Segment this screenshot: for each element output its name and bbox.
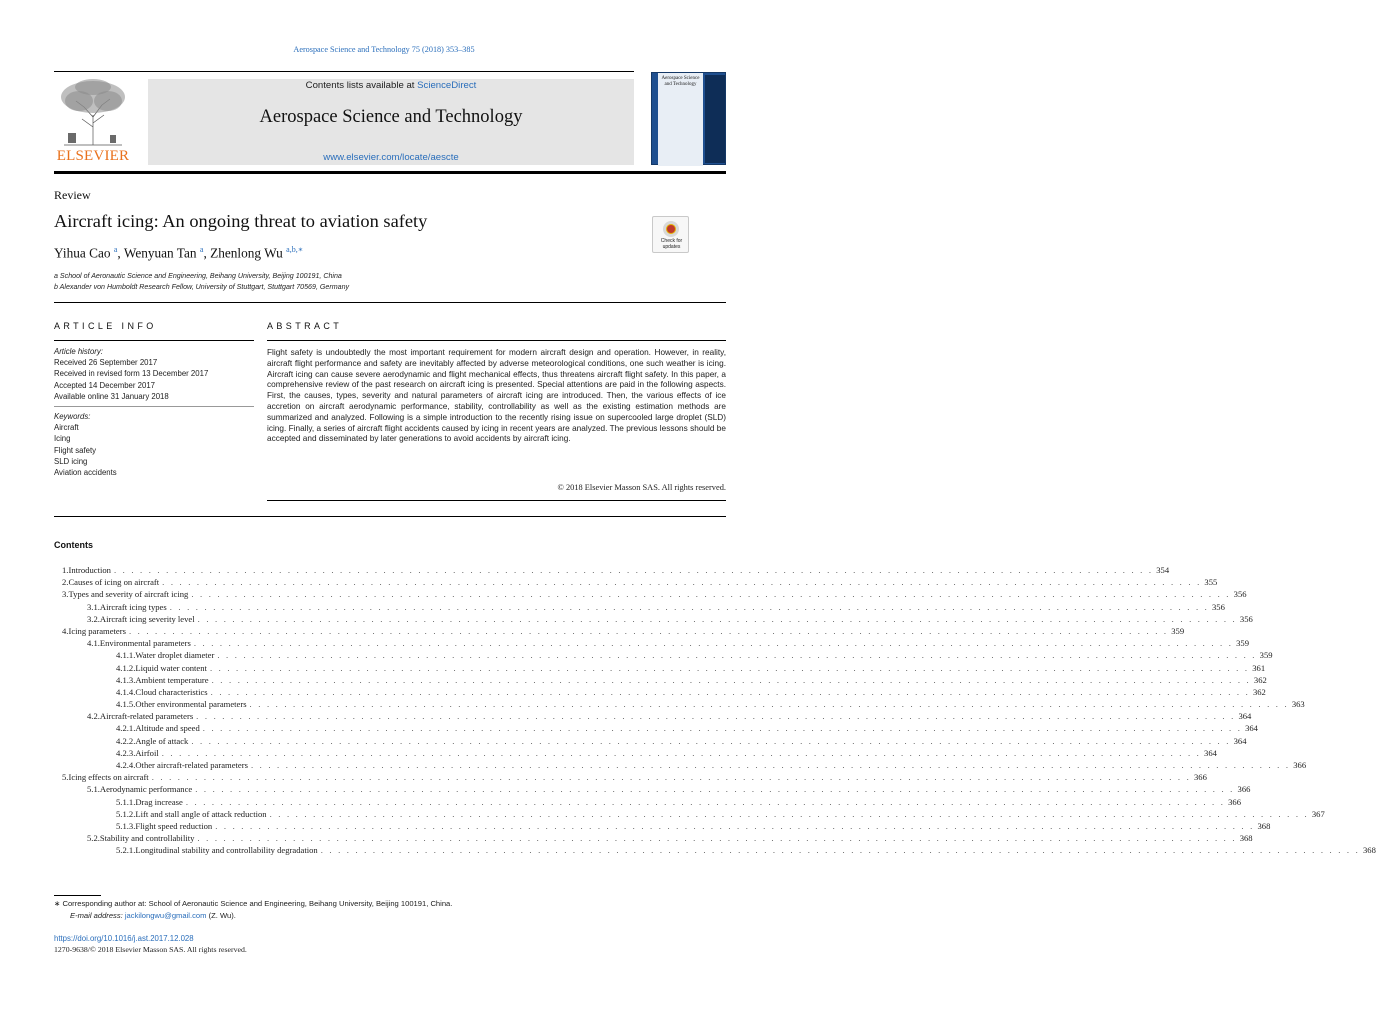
journal-url-link[interactable]: www.elsevier.com/locate/aescte (323, 152, 459, 163)
toc-entry-number: 4. (62, 625, 69, 636)
toc-leader-dots: . . . . . . . . . . . . . . . . . . . . . . . . . . . . . . . . . . . . . . . . . . . . . . . . . . . . . . . . . . . . . . . . . . . . . . . . . . . . . . . . . . . . . . . . . . . . . . . . . . . . . . . . . . . . . . . . . . . . . . . . (151, 772, 1191, 783)
toc-entry-title[interactable]: Other environmental parameters (135, 699, 247, 710)
toc-entry-number: 4.2.2. (116, 735, 136, 746)
elsevier-logo[interactable] (54, 77, 132, 165)
crossmark-label: Check for updates (660, 238, 683, 250)
toc-entry-title[interactable]: Drag increase (135, 796, 183, 807)
toc-leader-dots: . . . . . . . . . . . . . . . . . . . . . . . . . . . . . . . . . . . . . . . . . . . . . . . . . . . . . . . . . . . . . . . . . . . . . . . . . . . . . . . . . . . . . . . . . . . . . . . . . . . . . . . . . . . . . . . . . . . . . . . . (217, 650, 1257, 661)
abstract-copyright: © 2018 Elsevier Masson SAS. All rights reserved. (557, 483, 726, 492)
crossmark-icon (663, 221, 679, 237)
affiliation-a: a School of Aeronautic Science and Engineering, Beihang University, Beijing 100191, China (54, 272, 342, 280)
toc-leader-dots: . . . . . . . . . . . . . . . . . . . . . . . . . . . . . . . . . . . . . . . . . . . . . . . . . . . . . . . . . . . . . . . . . . . . . . . . . . . . . . . . . . . . . . . . . . . . . . . . . . . . . . . . . . . . . . . . . . . . . . . . (202, 723, 1243, 734)
toc-entry-title[interactable]: Causes of icing on aircraft (68, 577, 160, 588)
footnote-rule (54, 895, 101, 896)
toc-entry-page[interactable]: 362 (1252, 686, 1266, 697)
toc-leader-dots: . . . . . . . . . . . . . . . . . . . . . . . . . . . . . . . . . . . . . . . . . . . . . . . . . . . . . . . . . . . . . . . . . . . . . . . . . . . . . . . . . . . . . . . . . . . . . . . . . . . . . . . . . . . . . . . . . . . . . . . . (195, 784, 1235, 795)
toc-entry-page[interactable]: 359 (1236, 638, 1249, 649)
toc-entry-number: 4.1.1. (116, 650, 136, 661)
toc-entry[interactable] (62, 747, 1217, 759)
toc-entry-title[interactable]: Water droplet diameter (135, 650, 215, 661)
toc-entry-number: 5.1. (87, 784, 100, 795)
toc-entry-number: 3.2. (87, 613, 100, 624)
section-rule (54, 302, 726, 303)
crossmark-ring (666, 224, 676, 234)
toc-entry-number: 1. (62, 565, 69, 575)
toc-entry-number: 3. (62, 589, 69, 600)
toc-entry-number: 4.2.4. (116, 760, 136, 770)
toc-entry-page[interactable]: 354 (1156, 565, 1170, 575)
toc-entry-title[interactable]: Flight speed reduction (135, 820, 213, 831)
toc-entry-number: 4.1.3. (116, 674, 136, 685)
header-thick-rule (54, 171, 726, 174)
toc-entry-number: 4.1.5. (116, 699, 136, 710)
toc-entry-page[interactable]: 367 (1311, 808, 1325, 819)
toc-entry-title[interactable]: Aircraft-related parameters (99, 711, 194, 722)
toc-entry-page[interactable]: 368 (1239, 833, 1253, 844)
history-item: Available online 31 January 2018 (54, 391, 169, 401)
abstract-rule (267, 340, 726, 341)
toc-entry[interactable] (62, 759, 1307, 771)
author-name[interactable]: Wenyuan Tan (123, 245, 197, 261)
toc-entry-title[interactable]: Angle of attack (135, 735, 189, 746)
toc-entry[interactable] (62, 662, 1266, 674)
toc-entry-page[interactable]: 368 (1362, 845, 1376, 856)
toc-leader-dots: . . . . . . . . . . . . . . . . . . . . . . . . . . . . . . . . . . . . . . . . . . . . . . . . . . . . . . . . . . . . . . . . . . . . . . . . . . . . . . . . . . . . . . . . . . . . . . . . . . . . . . . . . . . . . . . . . . . . . . . . (197, 613, 1237, 624)
toc-leader-dots: . . . . . . . . . . . . . . . . . . . . . . . . . . . . . . . . . . . . . . . . . . . . . . . . . . . . . . . . . . . . . . . . . . . . . . . . . . . . . . . . . . . . . . . . . . . . . . . . . . . . . . . . . . . . . . . . . . . . . . . . (209, 662, 1250, 673)
toc-leader-dots: . . . . . . . . . . . . . . . . . . . . . . . . . . . . . . . . . . . . . . . . . . . . . . . . . . . . . . . . . . . . . . . . . . . . . . . . . . . . . . . . . . . . . . . . . . . . . . . . . . . . . . . . . . . . . . . . . . . . . . . . (269, 808, 1309, 819)
author-name[interactable]: Yihua Cao (54, 245, 111, 261)
masthead (148, 79, 634, 165)
toc-entry-page[interactable]: 359 (1259, 650, 1273, 661)
corresponding-author-note: ∗ Corresponding author at: School of Aeronautic Science and Engineering, Beihang University, Beijing 100191, China. (54, 899, 453, 908)
toc-entry-title[interactable]: Other aircraft-related parameters (135, 760, 248, 770)
email-label: E-mail address: (70, 911, 125, 920)
toc-entry[interactable] (62, 722, 1258, 734)
toc-entry-title[interactable]: Liquid water content (135, 662, 207, 673)
toc-entry-title[interactable]: Lift and stall angle of attack reduction (135, 808, 267, 819)
toc-entry-title[interactable]: Aerodynamic performance (99, 784, 193, 795)
contents-prefix: Contents lists available at (305, 80, 418, 91)
toc-entry-number: 4.2.3. (116, 747, 136, 758)
toc-entry-number: 5.1.2. (116, 808, 136, 819)
toc-entry[interactable] (62, 637, 1249, 649)
section-rule (54, 516, 726, 517)
history-item: Received in revised form 13 December 2017 (54, 369, 209, 379)
article-title: Aircraft icing: An ongoing threat to aviation safety (54, 211, 428, 231)
toc-entry-number: 5. (62, 772, 69, 783)
toc-entry-number: 5.1.1. (116, 796, 136, 807)
toc-entry[interactable] (62, 844, 1376, 856)
toc-leader-dots: . . . . . . . . . . . . . . . . . . . . . . . . . . . . . . . . . . . . . . . . . . . . . . . . . . . . . . . . . . . . . . . . . . . . . . . . . . . . . . . . . . . . . . . . . . . . . . . . . . . . . . . . . . . . . . . . . . . . . . . . (169, 601, 1209, 612)
article-history (54, 346, 254, 402)
table-of-contents (62, 564, 1376, 857)
toc-entry-page[interactable]: 364 (1204, 747, 1217, 758)
toc-leader-dots: . . . . . . . . . . . . . . . . . . . . . . . . . . . . . . . . . . . . . . . . . . . . . . . . . . . . . . . . . . . . . . . . . . . . . . . . . . . . . . . . . . . . . . . . . . . . . . . . . . . . . . . . . . . . . . . . . . . . . . . . (193, 638, 1234, 649)
toc-entry-page[interactable]: 364 (1238, 711, 1252, 722)
toc-entry[interactable] (62, 832, 1253, 844)
toc-entry[interactable] (62, 710, 1252, 722)
toc-entry-page[interactable]: 368 (1257, 820, 1271, 831)
toc-leader-dots: . . . . . . . . . . . . . . . . . . . . . . . . . . . . . . . . . . . . . . . . . . . . . . . . . . . . . . . . . . . . . . . . . . . . . . . . . . . . . . . . . . . . . . . . . . . . . . . . . . . . . . . . . . . . . . . . . . . . . . . . (191, 735, 1231, 746)
contents-availability (148, 80, 634, 91)
toc-entry[interactable] (62, 564, 1170, 576)
toc-entry-title[interactable]: Aircraft icing severity level (99, 613, 195, 624)
author-list: Yihua Cao $^a$, Wenyuan Tan $^a$, Zhenlong Wu $^{a,b,∗}$ (54, 245, 304, 261)
toc-entry[interactable] (62, 613, 1253, 625)
doi-link[interactable]: https://doi.org/10.1016/j.ast.2017.12.028 (54, 934, 194, 943)
toc-entry-page[interactable]: 366 (1228, 796, 1241, 807)
keyword: Flight safety (54, 445, 97, 455)
article-info-heading: ARTICLE INFO (54, 321, 157, 331)
journal-title: Aerospace Science and Technology (259, 107, 523, 127)
toc-leader-dots: . . . . . . . . . . . . . . . . . . . . . . . . . . . . . . . . . . . . . . . . . . . . . . . . . . . . . . . . . . . . . . . . . . . . . . . . . . . . . . . . . . . . . . . . . . . . . . . . . . . . . . . . . . . . . . . . . . . . . . . . (249, 699, 1289, 710)
toc-entry-page[interactable]: 363 (1291, 699, 1305, 710)
toc-entry-title[interactable]: Icing parameters (68, 625, 126, 636)
keyword: Icing (54, 434, 71, 444)
toc-leader-dots: . . . . . . . . . . . . . . . . . . . . . . . . . . . . . . . . . . . . . . . . . . . . . . . . . . . . . . . . . . . . . . . . . . . . . . . . . . . . . . . . . . . . . . . . . . . . . . . . . . . . . . . . . . . . . . . . . . . . . . . . (185, 796, 1226, 807)
sciencedirect-link[interactable]: ScienceDirect (417, 80, 477, 91)
toc-entry-title[interactable]: Environmental parameters (99, 638, 191, 649)
abstract-heading: ABSTRACT (267, 321, 343, 331)
toc-leader-dots: . . . . . . . . . . . . . . . . . . . . . . . . . . . . . . . . . . . . . . . . . . . . . . . . . . . . . . . . . . . . . . . . . . . . . . . . . . . . . . . . . . . . . . . . . . . . . . . . . . . . . . . . . . . . . . . . . . . . . . . . (196, 711, 1236, 722)
keyword: Aviation accidents (54, 468, 117, 478)
toc-leader-dots: . . . . . . . . . . . . . . . . . . . . . . . . . . . . . . . . . . . . . . . . . . . . . . . . . . . . . . . . . . . . . . . . . . . . . . . . . . . . . . . . . . . . . . . . . . . . . . . . . . . . . . . . . . . . . . . . . . . . . . . . (211, 674, 1251, 685)
author-name[interactable]: Zhenlong Wu (210, 245, 283, 261)
toc-entry-page[interactable]: 356 (1239, 613, 1253, 624)
toc-entry-title[interactable]: Icing effects on aircraft (68, 772, 149, 783)
toc-entry[interactable] (62, 686, 1266, 698)
abstract-body: Flight safety is undoubtedly the most important requirement for modern aircraft design and operation. However, in reality, aircraft flight performance and safety are inevitably affected by adverse meteorological conditions, one such weather is icing. Aircraft icing can cause severe aerodynamic and flight mechanical effects, thus threatens aircraft flight safety. In this paper, a comprehensive review of the past research on aircraft icing is presented. Special attentions are paid in the following aspects. First, the causes, types, severity and natural parameters of aircraft icing are introduced. Then, the various effects of ice accretion on aircraft aerodynamic performance, stability, controllability as well as the existing estimation methods are summarized and analyzed. Following is a simple introduction to the recently rising issue on supercooled large droplet (SLD) icing. Finally, a series of aircraft flight accidents caused by icing in recent years are analyzed. The previous lessons should be accepted and disseminated by later generations to avoid accidents by aircraft icing. (267, 348, 726, 444)
elsevier-tree-icon (54, 77, 132, 147)
toc-entry-title[interactable]: Introduction (68, 565, 111, 575)
toc-entry-title[interactable]: Airfoil (135, 747, 159, 758)
author-affiliation-mark[interactable]: a (199, 245, 204, 254)
toc-entry[interactable] (62, 735, 1247, 747)
toc-leader-dots: . . . . . . . . . . . . . . . . . . . . . . . . . . . . . . . . . . . . . . . . . . . . . . . . . . . . . . . . . . . . . . . . . . . . . . . . . . . . . . . . . . . . . . . . . . . . . . . . . . . . . . . . . . . . . . . . . . . . . . . . (191, 589, 1231, 600)
header-rule (54, 71, 634, 72)
toc-leader-dots: . . . . . . . . . . . . . . . . . . . . . . . . . . . . . . . . . . . . . . . . . . . . . . . . . . . . . . . . . . . . . . . . . . . . . . . . . . . . . . . . . . . . . . . . . . . . . . . . . . . . . . . . . . . . . . . . . . . . . . . . (161, 747, 1202, 758)
keywords-heading: Keywords: (54, 412, 91, 421)
toc-entry-title[interactable]: Stability and controllability (99, 833, 195, 844)
cover-panel (658, 73, 703, 166)
toc-entry[interactable] (62, 808, 1325, 820)
toc-entry-title[interactable]: Aircraft icing types (99, 601, 167, 612)
toc-entry[interactable] (62, 576, 1218, 588)
toc-leader-dots: . . . . . . . . . . . . . . . . . . . . . . . . . . . . . . . . . . . . . . . . . . . . . . . . . . . . . . . . . . . . . . . . . . . . . . . . . . . . . . . . . . . . . . . . . . . . . . . . . . . . . . . . . . . . . . . . . . . . . . . . (215, 820, 1255, 831)
toc-entry-title[interactable]: Longitudinal stability and controllability degradation (135, 845, 318, 856)
toc-entry-number: 3.1. (87, 601, 100, 612)
author-affiliation-mark[interactable]: a,b,∗ (286, 245, 304, 254)
toc-entry-page[interactable]: 366 (1293, 760, 1307, 770)
toc-entry[interactable] (62, 588, 1247, 600)
toc-entry-page[interactable]: 355 (1204, 577, 1218, 588)
toc-leader-dots: . . . . . . . . . . . . . . . . . . . . . . . . . . . . . . . . . . . . . . . . . . . . . . . . . . . . . . . . . . . . . . . . . . . . . . . . . . . . . . . . . . . . . . . . . . . . . . . . . . . . . . . . . . . . . . . . . . . . . . . . (162, 577, 1202, 588)
toc-leader-dots: . . . . . . . . . . . . . . . . . . . . . . . . . . . . . . . . . . . . . . . . . . . . . . . . . . . . . . . . . . . . . . . . . . . . . . . . . . . . . . . . . . . . . . . . . . . . . . . . . . . . . . . . . . . . . . . . . . . . . . . . (197, 833, 1237, 844)
toc-entry-number: 5.2.1. (116, 845, 136, 856)
history-heading: Article history: (54, 347, 103, 356)
toc-entry[interactable] (62, 674, 1267, 686)
toc-entry-page[interactable]: 364 (1245, 723, 1258, 734)
publisher-name: ELSEVIER (56, 148, 130, 164)
article-type: Review (54, 188, 91, 202)
history-item: Received 26 September 2017 (54, 358, 158, 368)
email-suffix: (Z. Wu). (206, 911, 236, 920)
toc-entry-page[interactable]: 366 (1237, 784, 1251, 795)
toc-entry[interactable] (62, 796, 1241, 808)
toc-leader-dots: . . . . . . . . . . . . . . . . . . . . . . . . . . . . . . . . . . . . . . . . . . . . . . . . . . . . . . . . . . . . . . . . . . . . . . . . . . . . . . . . . . . . . . . . . . . . . . . . . . . . . . . . . . . . . . . . . . . . . . . . (128, 625, 1169, 636)
toc-entry-number: 5.1.3. (116, 820, 136, 831)
toc-entry-title[interactable]: Cloud characteristics (135, 686, 208, 697)
keywords (54, 411, 254, 478)
info-divider (54, 406, 254, 407)
toc-leader-dots: . . . . . . . . . . . . . . . . . . . . . . . . . . . . . . . . . . . . . . . . . . . . . . . . . . . . . . . . . . . . . . . . . . . . . . . . . . . . . . . . . . . . . . . . . . . . . . . . . . . . . . . . . . . . . . . . . . . . . . . . (210, 686, 1250, 697)
journal-cover[interactable] (651, 72, 726, 165)
toc-entry-title[interactable]: Altitude and speed (135, 723, 200, 734)
toc-leader-dots: . . . . . . . . . . . . . . . . . . . . . . . . . . . . . . . . . . . . . . . . . . . . . . . . . . . . . . . . . . . . . . . . . . . . . . . . . . . . . . . . . . . . . . . . . . . . . . . . . . . . . . . . . . . . . . . . . . . . . . . . (320, 845, 1360, 856)
issn-copyright: 1270-9638/© 2018 Elsevier Masson SAS. All rights reserved. (54, 945, 247, 954)
toc-entry-number: 4.2.1. (116, 723, 136, 734)
toc-entry-number: 4.1. (87, 638, 100, 649)
toc-entry[interactable] (62, 625, 1185, 637)
contents-heading: Contents (54, 540, 93, 550)
toc-leader-dots: . . . . . . . . . . . . . . . . . . . . . . . . . . . . . . . . . . . . . . . . . . . . . . . . . . . . . . . . . . . . . . . . . . . . . . . . . . . . . . . . . . . . . . . . . . . . . . . . . . . . . . . . . . . . . . . . . . . . . . . . (250, 760, 1291, 770)
toc-entry-number: 4.1.2. (116, 662, 136, 673)
toc-entry-page[interactable]: 362 (1253, 674, 1267, 685)
toc-entry[interactable] (62, 698, 1305, 710)
check-for-updates-badge[interactable] (652, 216, 689, 253)
toc-entry-page[interactable]: 361 (1252, 662, 1266, 673)
toc-entry[interactable] (62, 820, 1271, 832)
toc-entry-number: 5.2. (87, 833, 100, 844)
email-note (70, 911, 236, 920)
toc-entry-page[interactable]: 364 (1233, 735, 1247, 746)
toc-entry-number: 4.1.4. (116, 686, 136, 697)
author-affiliation-mark[interactable]: a (113, 245, 118, 254)
keyword: Aircraft (54, 423, 79, 433)
toc-entry[interactable] (62, 771, 1207, 783)
toc-entry[interactable] (62, 649, 1273, 661)
journal-reference[interactable]: Aerospace Science and Technology 75 (2018) 353–385 (293, 45, 475, 54)
toc-entry-number: 2. (62, 577, 69, 588)
email-link[interactable]: jackilongwu@gmail.com (124, 911, 207, 920)
toc-entry[interactable] (62, 783, 1251, 795)
toc-entry-title[interactable]: Types and severity of aircraft icing (68, 589, 189, 600)
cover-strip (705, 75, 725, 163)
cover-title: Aerospace Science and Technology (661, 76, 700, 87)
abstract-bottom-rule (267, 500, 726, 501)
toc-entry-page[interactable]: 359 (1171, 625, 1185, 636)
toc-entry-page[interactable]: 356 (1212, 601, 1225, 612)
history-item: Accepted 14 December 2017 (54, 380, 155, 390)
toc-entry[interactable] (62, 601, 1225, 613)
toc-entry-page[interactable]: 366 (1193, 772, 1207, 783)
article-info-rule (54, 340, 254, 341)
toc-entry-page[interactable]: 356 (1233, 589, 1247, 600)
keyword: SLD icing (54, 456, 88, 466)
toc-leader-dots: . . . . . . . . . . . . . . . . . . . . . . . . . . . . . . . . . . . . . . . . . . . . . . . . . . . . . . . . . . . . . . . . . . . . . . . . . . . . . . . . . . . . . . . . . . . . . . . . . . . . . . . . . . . . . . . . . . . . . . . . (113, 565, 1154, 575)
toc-entry-number: 4.2. (87, 711, 100, 722)
affiliation-b: b Alexander von Humboldt Research Fellow, University of Stuttgart, Stuttgart 70569, Germany (54, 283, 350, 291)
toc-entry-title[interactable]: Ambient temperature (135, 674, 209, 685)
